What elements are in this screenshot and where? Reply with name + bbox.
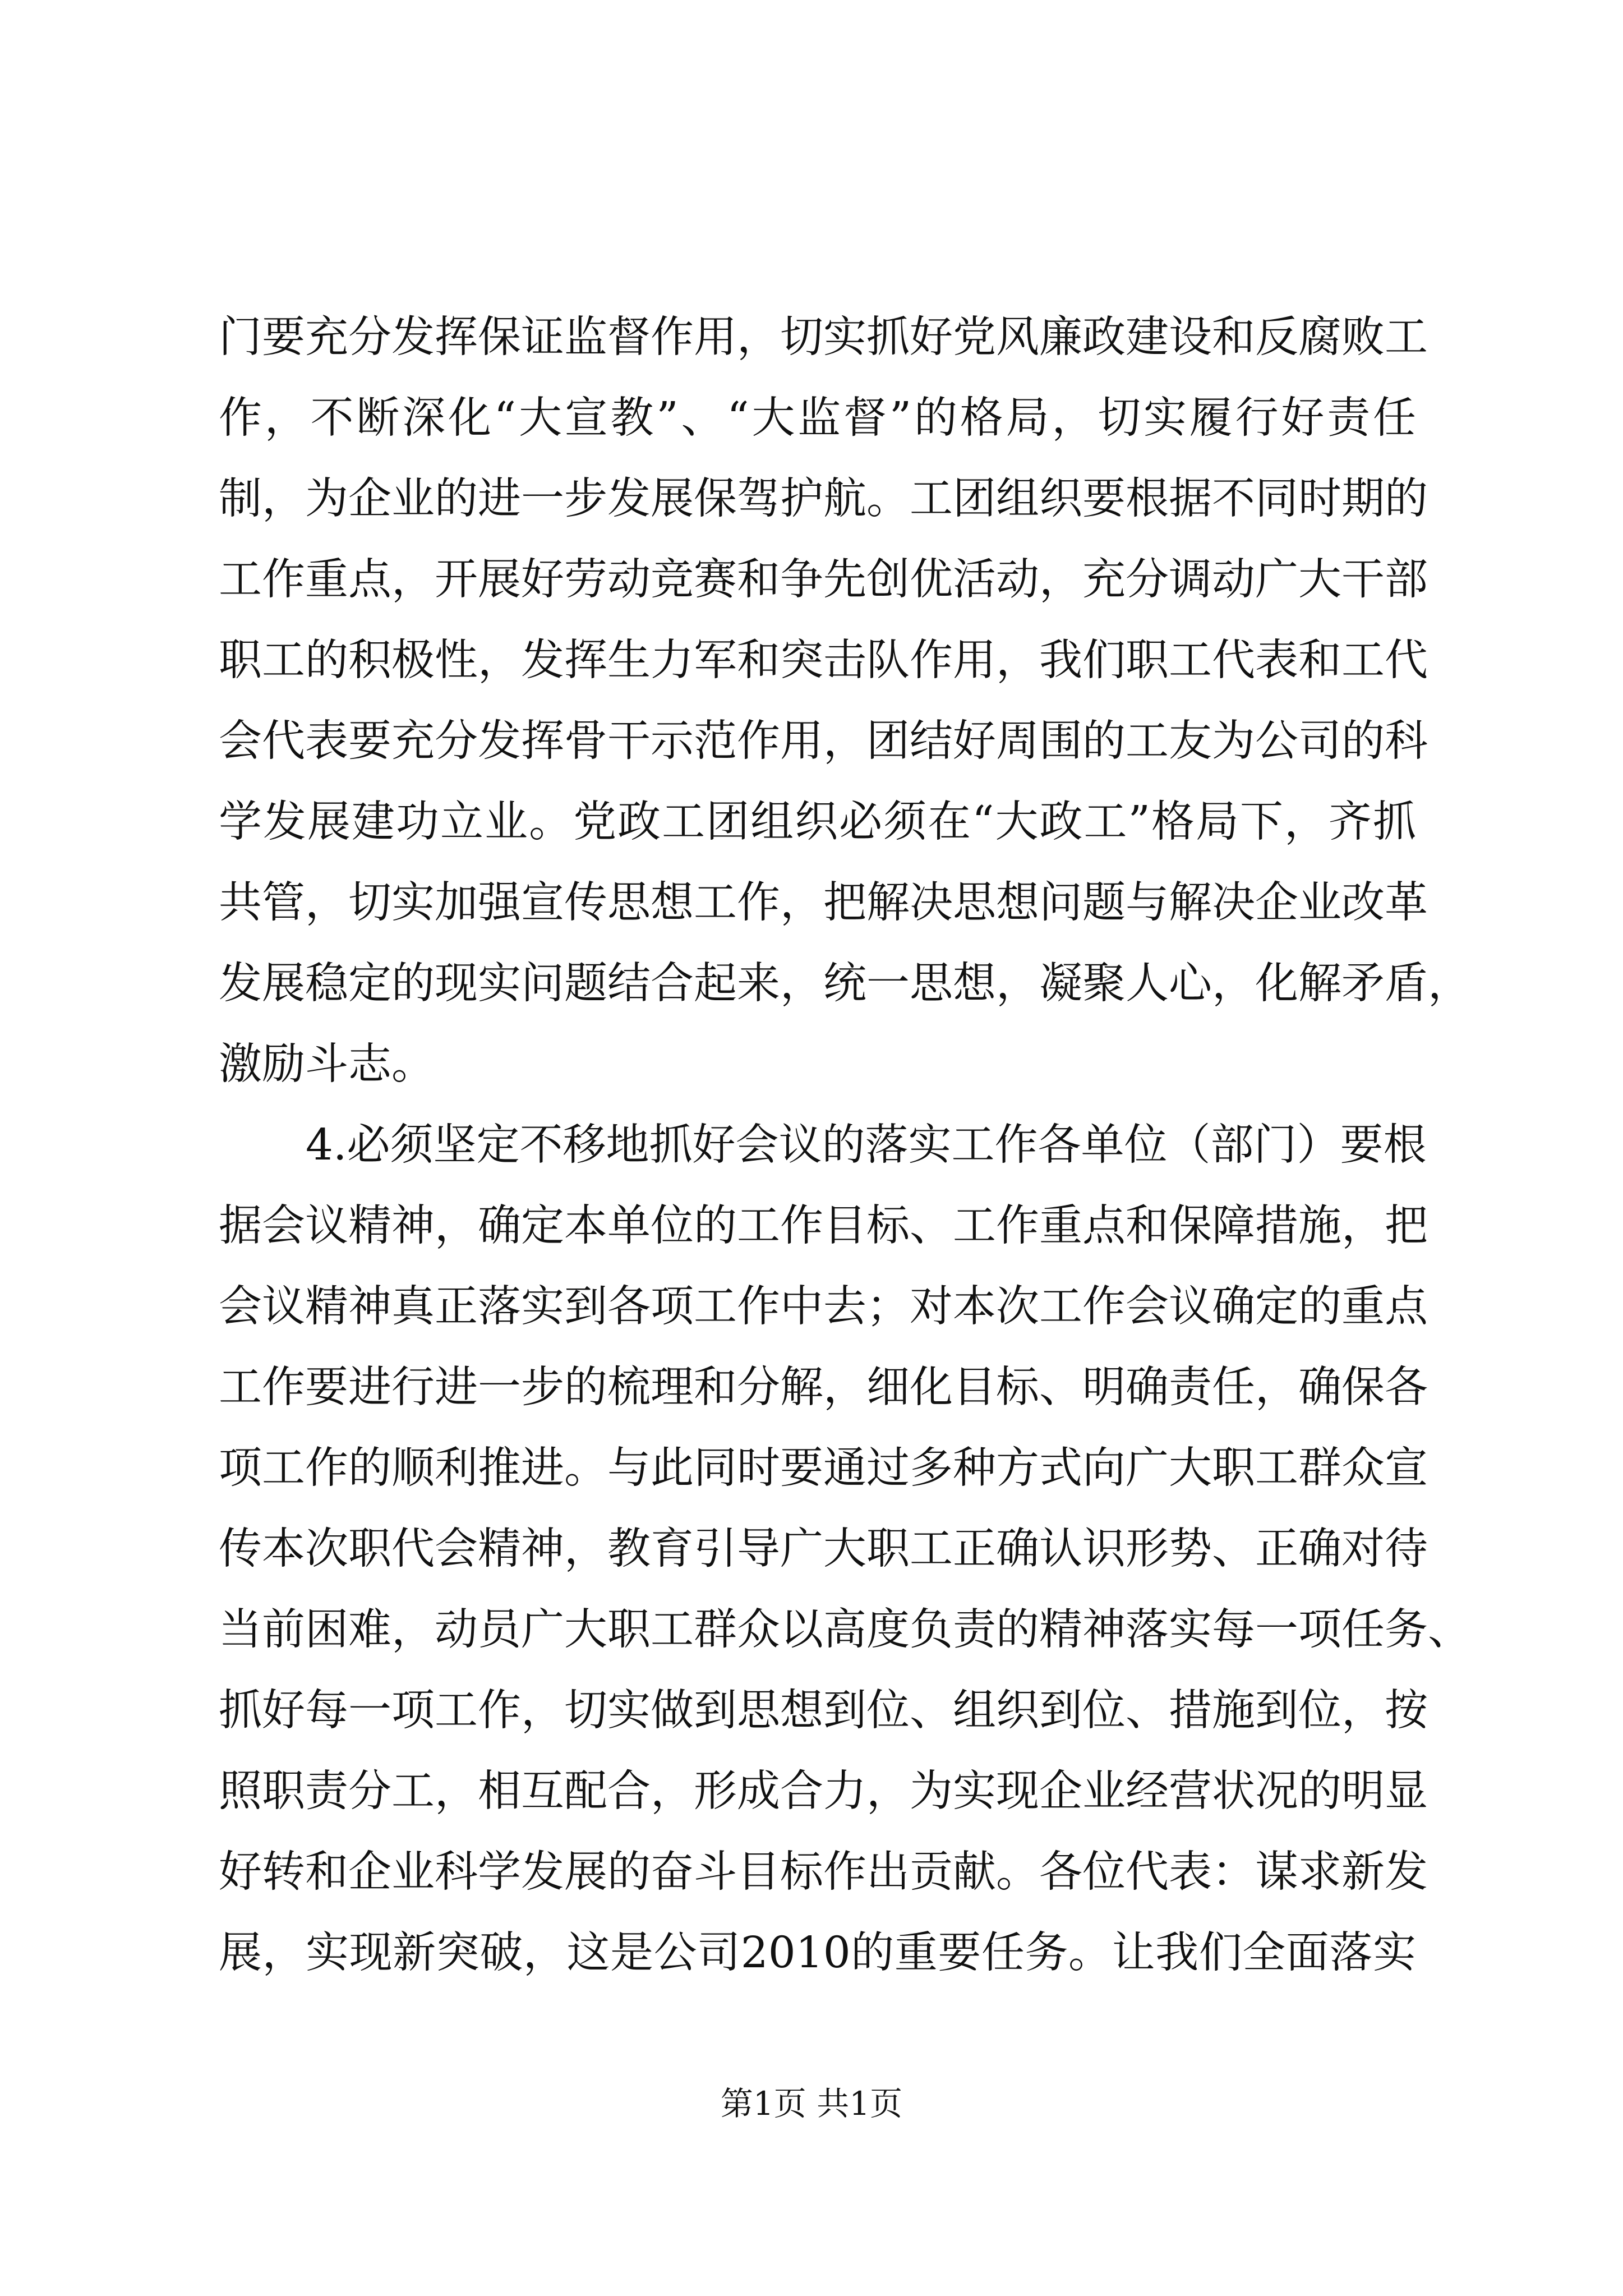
text-line: 工作要进行进一步的梳理和分解，细化目标、明确责任，确保各 (219, 1363, 1428, 1412)
text-line: 传本次职代会精神，教育引导广大职工正确认识形势、正确对待 (219, 1524, 1428, 1574)
text-line: 据会议精神，确定本单位的工作目标、工作重点和保障措施，把 (219, 1201, 1428, 1251)
text-line: 照职责分工，相互配合，形成合力，为实现企业经营状况的明显 (219, 1766, 1428, 1816)
text-line: 项工作的顺利推进。与此同时要通过多种方式向广大职工群众宣 (219, 1443, 1428, 1493)
text-line: 抓好每一项工作，切实做到思想到位、组织到位、措施到位，按 (219, 1686, 1428, 1736)
page-footer (0, 2081, 1623, 2126)
text-line: 制，为企业的进一步发展保驾护航。工团组织要根据不同时期的 (219, 474, 1428, 524)
text-line: 会代表要充分发挥骨干示范作用，团结好周围的工友为公司的科 (219, 716, 1428, 766)
paragraph-end-line: 激励斗志。 (219, 1039, 435, 1089)
page-number: 第1页 共1页 (720, 2085, 903, 2123)
text-line: 共管，切实加强宣传思想工作，把解决思想问题与解决企业改革 (219, 878, 1428, 928)
text-line: 职工的积极性，发挥生力军和突击队作用，我们职工代表和工代 (219, 636, 1428, 685)
text-line: 展，实现新突破，这是公司2010的重要任务。让我们全面落实 (219, 1928, 1416, 1978)
text-line: 工作重点，开展好劳动竞赛和争先创优活动，充分调动广大干部 (219, 555, 1428, 605)
text-line: 学发展建功立业。党政工团组织必须在“大政工”格局下，齐抓 (219, 797, 1416, 847)
text-line: 发展稳定的现实问题结合起来，统一思想，凝聚人心，化解矛盾， (219, 959, 1471, 1009)
text-line: 当前困难，动员广大职工群众以高度负责的精神落实每一项任务、 (219, 1605, 1471, 1655)
text-line: 会议精神真正落实到各项工作中去；对本次工作会议确定的重点 (219, 1282, 1428, 1332)
text-line: 作，不断深化“大宣教”、“大监督”的格局，切实履行好责任 (219, 393, 1416, 443)
text-line: 好转和企业科学发展的奋斗目标作出贡献。各位代表：谋求新发 (219, 1847, 1428, 1897)
text-line: 门要充分发挥保证监督作用，切实抓好党风廉政建设和反腐败工 (219, 312, 1428, 362)
body-text (219, 297, 1471, 1994)
paragraph-start-line: 4.必须坚定不移地抓好会议的落实工作各单位（部门）要根 (306, 1120, 1427, 1170)
